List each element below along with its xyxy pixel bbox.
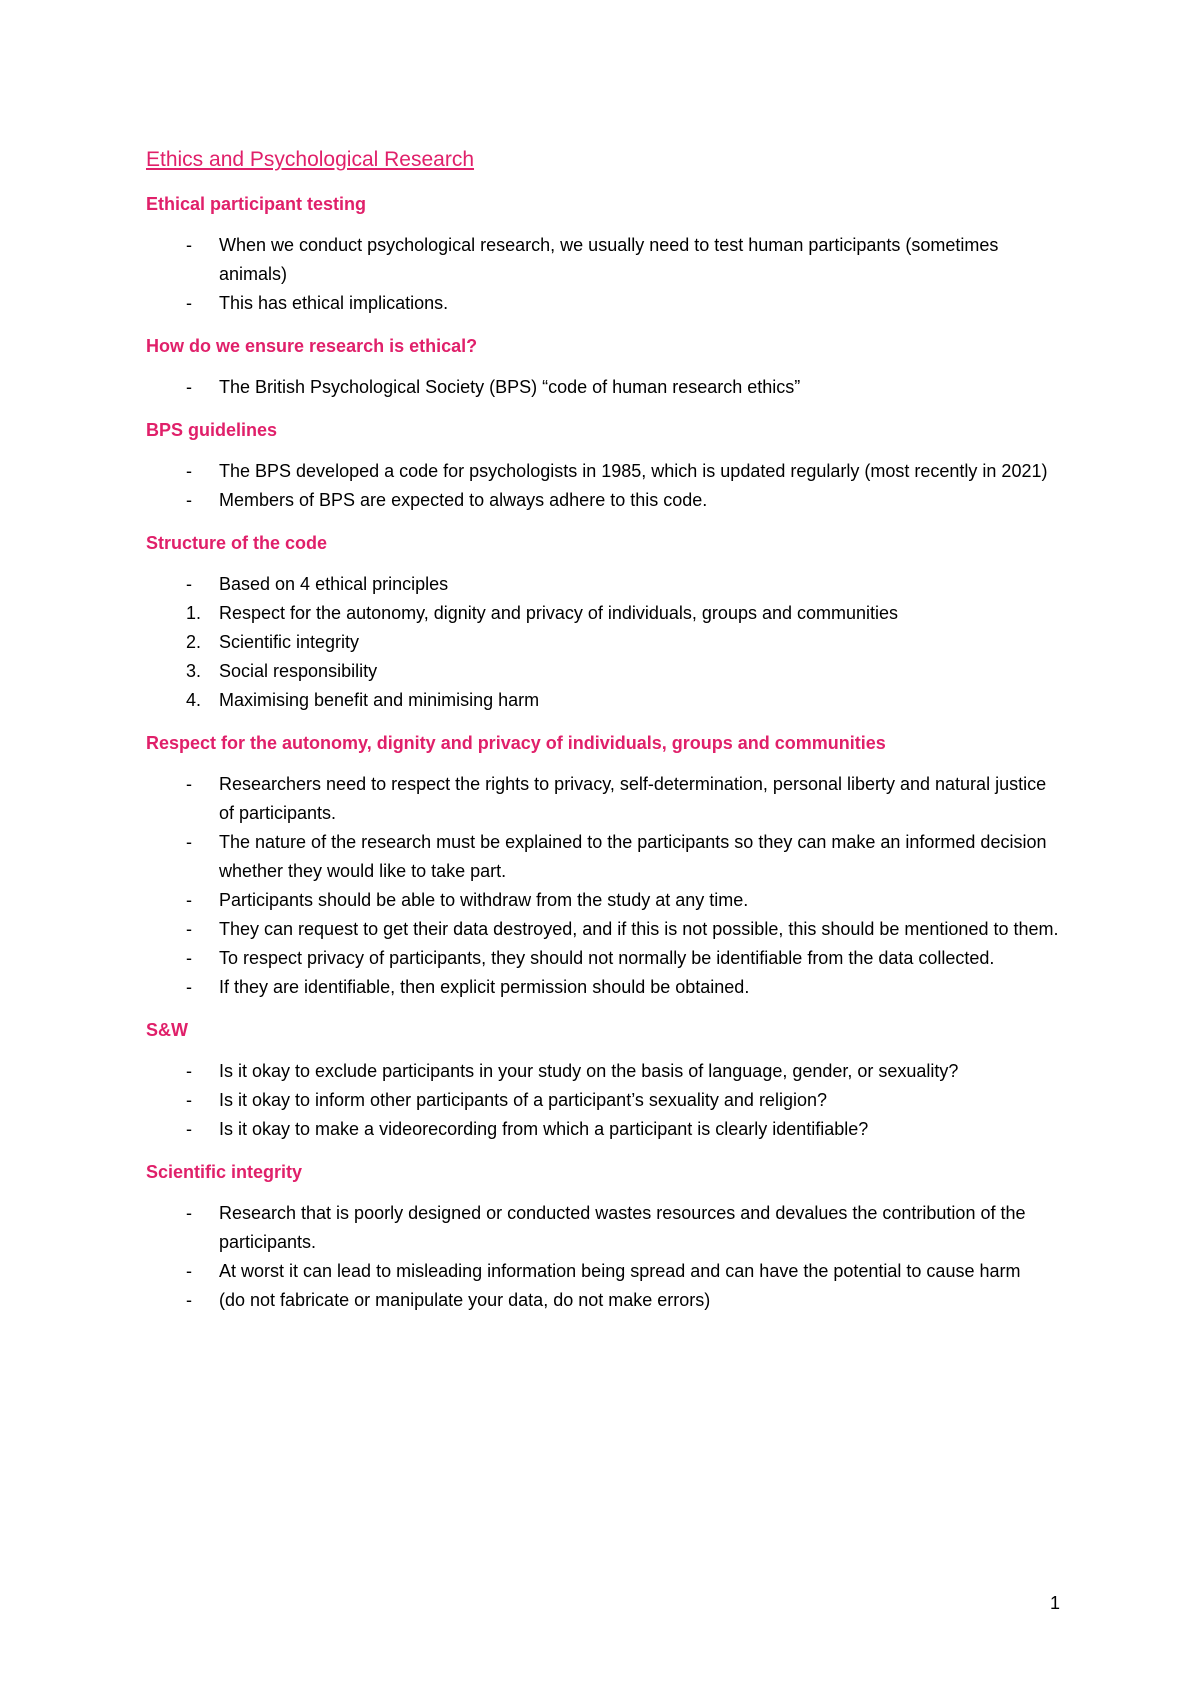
list-marker: 2.: [186, 632, 202, 652]
list-item: [146, 657, 1066, 686]
list-item-text: This has ethical implications.: [219, 293, 449, 313]
list-item-text: They can request to get their data destroyed, and if this is not possible, this should be mentioned to them.: [219, 919, 1059, 939]
list-item-text: Is it okay to exclude participants in your study on the basis of language, gender, or sexuality?: [219, 1061, 959, 1081]
list-item: [146, 886, 1066, 915]
list-item-text: The British Psychological Society (BPS) “code of human research ethics”: [219, 377, 801, 397]
section-list: [146, 373, 1066, 402]
section-list: [146, 457, 1066, 515]
list-marker: -: [186, 461, 192, 481]
list-item: [146, 373, 1066, 402]
list-item-text: To respect privacy of participants, they should not normally be identifiable from the data collected.: [219, 948, 995, 968]
list-item: [146, 231, 1066, 289]
list-item: [146, 570, 1066, 599]
list-marker: 1.: [186, 603, 202, 623]
list-item: [146, 289, 1066, 318]
list-item-text: Participants should be able to withdraw from the study at any time.: [219, 890, 749, 910]
list-item: [146, 1115, 1066, 1144]
section-heading: Structure of the code: [146, 533, 328, 553]
list-item: [146, 944, 1066, 973]
list-marker: -: [186, 1061, 192, 1081]
list-marker: -: [186, 890, 192, 910]
section-heading: S&W: [146, 1020, 188, 1040]
list-item: [146, 686, 1066, 715]
list-item-text: (do not fabricate or manipulate your data, do not make errors): [219, 1290, 711, 1310]
list-item-text: When we conduct psychological research, we usually need to test human participants (sometimes animals): [219, 235, 999, 284]
list-item-text: Members of BPS are expected to always adhere to this code.: [219, 490, 708, 510]
section-list: [146, 1199, 1066, 1315]
list-marker: -: [186, 977, 192, 997]
list-marker: -: [186, 574, 192, 594]
list-item: [146, 1199, 1066, 1257]
list-marker: -: [186, 1290, 192, 1310]
list-item-text: If they are identifiable, then explicit permission should be obtained.: [219, 977, 750, 997]
section-heading: Ethical participant testing: [146, 194, 367, 214]
list-item-text: Researchers need to respect the rights to privacy, self-determination, personal liberty and natural justice of participants.: [219, 774, 1047, 823]
list-item: [146, 973, 1066, 1002]
list-item: [146, 770, 1066, 828]
section-heading: Scientific integrity: [146, 1162, 303, 1182]
list-item: [146, 1286, 1066, 1315]
list-item-text: Research that is poorly designed or conducted wastes resources and devalues the contribution of the participants.: [219, 1203, 1026, 1252]
list-item: [146, 1257, 1066, 1286]
section-list: [146, 231, 1066, 318]
list-item: [146, 628, 1066, 657]
list-marker: 4.: [186, 690, 202, 710]
list-item: [146, 599, 1066, 628]
list-item-text: Social responsibility: [219, 661, 378, 681]
section-heading: BPS guidelines: [146, 420, 278, 440]
list-item: [146, 1057, 1066, 1086]
list-item: [146, 1086, 1066, 1115]
list-marker: -: [186, 293, 192, 313]
list-marker: -: [186, 948, 192, 968]
list-marker: -: [186, 1090, 192, 1110]
document-body: [146, 146, 1066, 1330]
list-item: [146, 486, 1066, 515]
list-item-text: Is it okay to make a videorecording from which a participant is clearly identifiable?: [219, 1119, 869, 1139]
list-item: [146, 828, 1066, 886]
list-marker: -: [186, 377, 192, 397]
section-list: [146, 770, 1066, 1002]
list-marker: -: [186, 1261, 192, 1281]
list-marker: -: [186, 774, 192, 794]
list-item-text: The nature of the research must be explained to the participants so they can make an informed decision whether they would like to take part.: [219, 832, 1047, 881]
list-marker: 3.: [186, 661, 202, 681]
list-marker: -: [186, 919, 192, 939]
list-item-text: The BPS developed a code for psychologists in 1985, which is updated regularly (most recently in 2021): [219, 461, 1048, 481]
list-item-text: Is it okay to inform other participants of a participant’s sexuality and religion?: [219, 1090, 827, 1110]
list-item-text: Respect for the autonomy, dignity and privacy of individuals, groups and communities: [219, 603, 899, 623]
section-heading: Respect for the autonomy, dignity and privacy of individuals, groups and communities: [146, 733, 886, 753]
document-title: Ethics and Psychological Research: [146, 148, 475, 171]
page-number: 1: [1050, 1593, 1061, 1613]
list-marker: -: [186, 1203, 192, 1223]
section-list: [146, 570, 1066, 715]
list-item-text: Maximising benefit and minimising harm: [219, 690, 540, 710]
list-item-text: Scientific integrity: [219, 632, 360, 652]
list-item: [146, 457, 1066, 486]
section-list: [146, 1057, 1066, 1144]
list-marker: -: [186, 235, 192, 255]
list-item: [146, 915, 1066, 944]
list-marker: -: [186, 1119, 192, 1139]
section-heading: How do we ensure research is ethical?: [146, 336, 478, 356]
list-marker: -: [186, 832, 192, 852]
list-marker: -: [186, 490, 192, 510]
list-item-text: At worst it can lead to misleading information being spread and can have the potential to cause harm: [219, 1261, 1021, 1281]
list-item-text: Based on 4 ethical principles: [219, 574, 449, 594]
